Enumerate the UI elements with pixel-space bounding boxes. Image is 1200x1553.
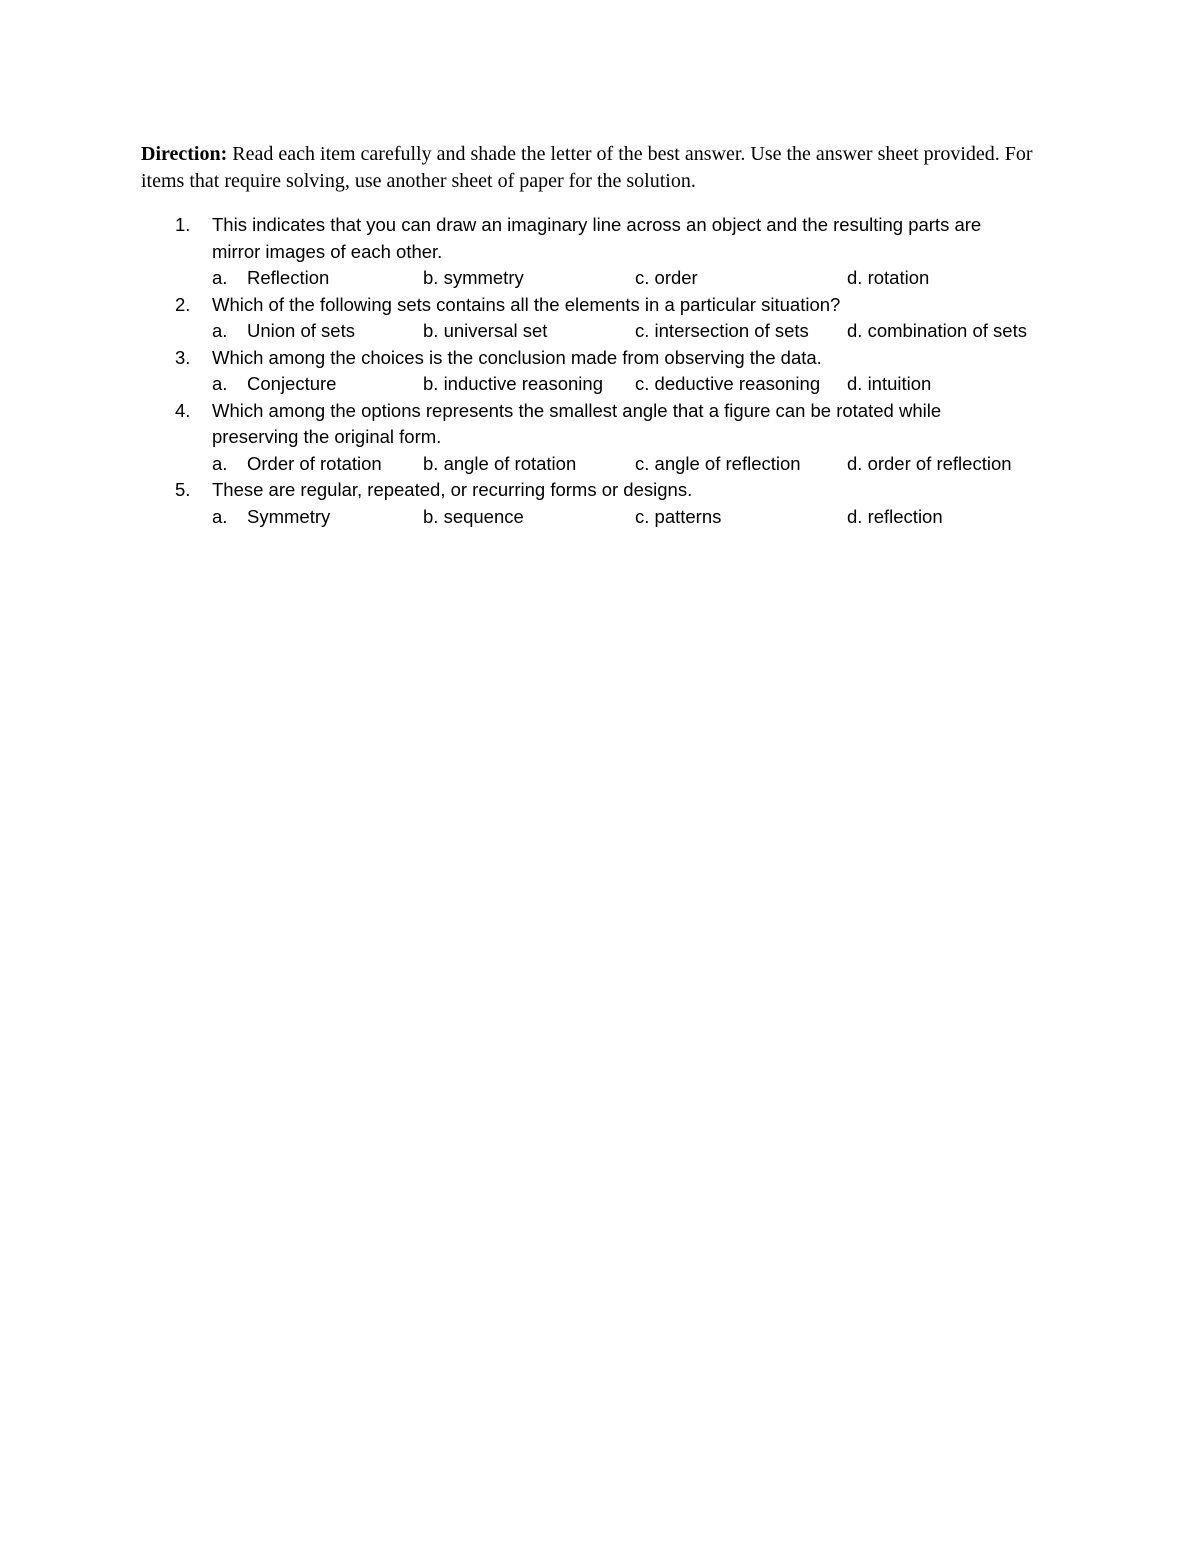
- question-text-line: preserving the original form.: [212, 426, 442, 447]
- question-number: 2.: [175, 293, 191, 315]
- choices-row: [141, 371, 1061, 398]
- choice-c: c. deductive reasoning: [635, 373, 821, 394]
- choice-d: d. order of reflection: [847, 452, 1012, 474]
- choice-a: Order of rotation: [247, 452, 382, 474]
- choice-a-marker: a.: [212, 452, 228, 474]
- question-text-line: Which among the options represents the smallest angle that a figure can be rotated while: [212, 399, 942, 421]
- choices-row: [141, 504, 1061, 531]
- choice-a-marker: a.: [212, 373, 228, 394]
- choice-a: Symmetry: [247, 505, 331, 527]
- choice-a-marker: a.: [212, 505, 228, 527]
- choice-b: b. symmetry: [423, 267, 524, 288]
- choice-d: d. intuition: [847, 373, 932, 394]
- question-text-line: Which of the following sets contains all the elements in a particular situation?: [212, 293, 841, 315]
- choice-d: d. rotation: [847, 267, 930, 288]
- direction-label: Direction:: [141, 143, 228, 165]
- choice-b: b. sequence: [423, 505, 524, 527]
- direction-text: Read each item carefully and shade the letter of the best answer. Use the answer sheet provided. For items that require solving, use another sheet of paper for the solution.: [141, 143, 1033, 192]
- question-text-line: This indicates that you can draw an imaginary line across an object and the resulting parts are: [212, 214, 982, 235]
- choice-a: Reflection: [247, 267, 330, 288]
- choices-row: [141, 451, 1061, 478]
- choice-c: c. intersection of sets: [635, 320, 809, 341]
- choice-c: c. angle of reflection: [635, 452, 801, 474]
- direction-paragraph: [141, 141, 1041, 195]
- question-number: 3.: [175, 346, 191, 368]
- question-text-line: mirror images of each other.: [212, 240, 443, 262]
- choice-c: c. order: [635, 267, 698, 288]
- choice-a: Union of sets: [247, 320, 355, 341]
- choice-c: c. patterns: [635, 505, 722, 527]
- choice-a: Conjecture: [247, 373, 337, 394]
- question-number: 1.: [175, 214, 191, 235]
- question-1: [141, 212, 1061, 265]
- question-text-line: These are regular, repeated, or recurring forms or designs.: [212, 479, 693, 500]
- question-2: [141, 292, 1061, 319]
- question-number: 4.: [175, 399, 191, 421]
- choice-a-marker: a.: [212, 320, 228, 341]
- choices-row: [141, 318, 1061, 345]
- choices-row: [141, 265, 1061, 292]
- question-3: [141, 345, 1061, 372]
- choice-b: b. angle of rotation: [423, 452, 577, 474]
- question-4: [141, 398, 1061, 451]
- question-5: [141, 477, 1061, 504]
- question-list: [141, 212, 1061, 530]
- choice-d: d. combination of sets: [847, 320, 1027, 341]
- choice-b: b. inductive reasoning: [423, 373, 603, 394]
- choice-b: b. universal set: [423, 320, 548, 341]
- question-number: 5.: [175, 479, 191, 500]
- choice-a-marker: a.: [212, 267, 228, 288]
- choice-d: d. reflection: [847, 505, 943, 527]
- question-text-line: Which among the choices is the conclusion made from observing the data.: [212, 346, 822, 368]
